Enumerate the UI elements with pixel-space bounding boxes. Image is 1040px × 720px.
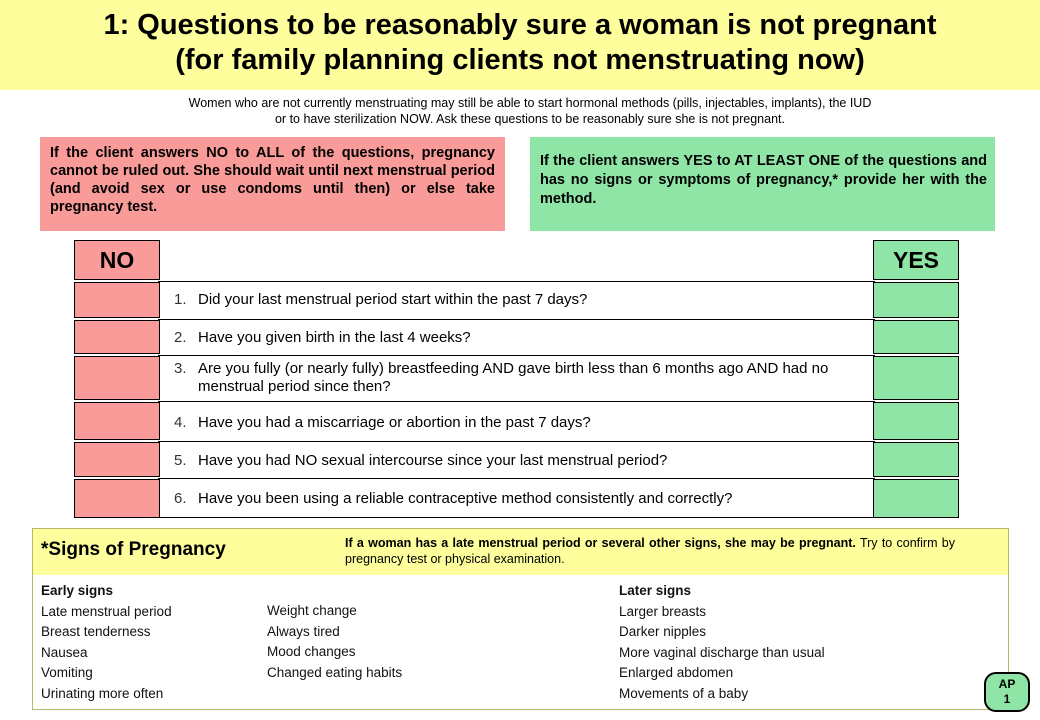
sign-item: More vaginal discharge than usual bbox=[619, 644, 825, 660]
badge-line-2: 1 bbox=[1003, 692, 1011, 706]
sign-item: Mood changes bbox=[267, 644, 356, 659]
question-number: 6. bbox=[174, 490, 187, 507]
sign-item: Weight change bbox=[267, 603, 357, 618]
badge-line-1: AP bbox=[998, 677, 1016, 691]
intro-line-1: Women who are not currently menstruating may still be able to start hormonal methods (pills, injectables, implants), the IUD bbox=[188, 96, 872, 110]
question-number: 2. bbox=[174, 329, 187, 346]
signs-note-rest: Try to confirm by pregnancy test or physical examination. bbox=[345, 536, 955, 566]
later-signs-heading: Later signs bbox=[619, 583, 692, 598]
question-3 bbox=[174, 360, 854, 396]
signs-note bbox=[345, 535, 955, 567]
no-column-header: NO bbox=[74, 240, 160, 280]
row-divider bbox=[158, 401, 875, 402]
sign-item: Late menstrual period bbox=[41, 603, 172, 619]
sign-item: Changed eating habits bbox=[267, 664, 403, 680]
question-1 bbox=[174, 291, 874, 309]
yes-column-header: YES bbox=[873, 240, 959, 280]
question-2 bbox=[174, 329, 874, 347]
yes-instruction-box: If the client answers YES to AT LEAST ONE of the questions and has no signs or symptoms of pregnancy,* provide her with the method. bbox=[530, 137, 995, 231]
row-divider bbox=[158, 441, 875, 442]
row-divider bbox=[158, 478, 875, 479]
question-number: 1. bbox=[174, 291, 187, 308]
early-signs-heading: Early signs bbox=[41, 583, 114, 598]
early-signs-column-2 bbox=[267, 601, 402, 683]
no-cell-6[interactable] bbox=[74, 479, 160, 518]
no-cell-3[interactable] bbox=[74, 356, 160, 400]
intro-text bbox=[50, 95, 1010, 127]
question-5 bbox=[174, 452, 874, 470]
signs-header bbox=[33, 529, 1008, 575]
question-text: Did your last menstrual period start within the past 7 days? bbox=[198, 291, 588, 308]
row-divider bbox=[158, 355, 875, 356]
page-badge bbox=[984, 672, 1030, 712]
page-title-line-1: 1: Questions to be reasonably sure a woman is not pregnant bbox=[103, 9, 937, 41]
yes-cell-5[interactable] bbox=[873, 442, 959, 477]
no-cell-2[interactable] bbox=[74, 320, 160, 354]
title-banner bbox=[0, 0, 1040, 90]
sign-item: Larger breasts bbox=[619, 603, 707, 619]
question-text: Have you had a miscarriage or abortion in the past 7 days? bbox=[198, 414, 591, 431]
no-cell-5[interactable] bbox=[74, 442, 160, 477]
question-number: 4. bbox=[174, 414, 187, 431]
question-4 bbox=[174, 414, 874, 432]
sign-item: Darker nipples bbox=[619, 624, 707, 639]
yes-cell-2[interactable] bbox=[873, 320, 959, 354]
early-signs-column-1 bbox=[41, 581, 172, 704]
yes-cell-3[interactable] bbox=[873, 356, 959, 400]
no-cell-4[interactable] bbox=[74, 402, 160, 440]
question-6 bbox=[174, 490, 874, 508]
yes-cell-4[interactable] bbox=[873, 402, 959, 440]
sign-item: Vomiting bbox=[41, 665, 93, 680]
page-title-line-2: (for family planning clients not menstruating now) bbox=[175, 44, 865, 76]
sign-item: Enlarged abdomen bbox=[619, 665, 734, 680]
question-text: Are you fully (or nearly fully) breastfeeding AND gave birth less than 6 months ago AND had no menstrual period since then? bbox=[198, 360, 829, 395]
row-divider bbox=[158, 319, 875, 320]
question-number: 3. bbox=[174, 360, 187, 377]
question-number: 5. bbox=[174, 452, 187, 469]
signs-title: *Signs of Pregnancy bbox=[41, 539, 226, 560]
sign-item: Always tired bbox=[267, 623, 340, 639]
sign-item: Urinating more often bbox=[41, 685, 164, 701]
row-divider bbox=[158, 517, 875, 518]
sign-item: Nausea bbox=[41, 644, 88, 660]
signs-note-bold: If a woman has a late menstrual period or several other signs, she may be pregnant. bbox=[345, 536, 856, 550]
question-text: Have you had NO sexual intercourse since your last menstrual period? bbox=[198, 452, 668, 469]
yes-cell-1[interactable] bbox=[873, 282, 959, 318]
signs-of-pregnancy-box bbox=[32, 528, 1009, 710]
intro-line-2: or to have sterilization NOW. Ask these questions to be reasonably sure she is not pregnant. bbox=[274, 112, 785, 126]
row-divider bbox=[158, 281, 875, 282]
sign-item: Movements of a baby bbox=[619, 685, 749, 701]
yes-cell-6[interactable] bbox=[873, 479, 959, 518]
later-signs-column bbox=[619, 581, 825, 704]
no-cell-1[interactable] bbox=[74, 282, 160, 318]
question-text: Have you given birth in the last 4 weeks? bbox=[198, 329, 471, 346]
no-instruction-box: If the client answers NO to ALL of the questions, pregnancy cannot be ruled out. She should wait until next menstrual period (and avoid sex or use condoms until then) or else take pregnancy test. bbox=[40, 137, 505, 231]
question-text: Have you been using a reliable contraceptive method consistently and correctly? bbox=[198, 490, 733, 507]
sign-item: Breast tenderness bbox=[41, 624, 151, 639]
